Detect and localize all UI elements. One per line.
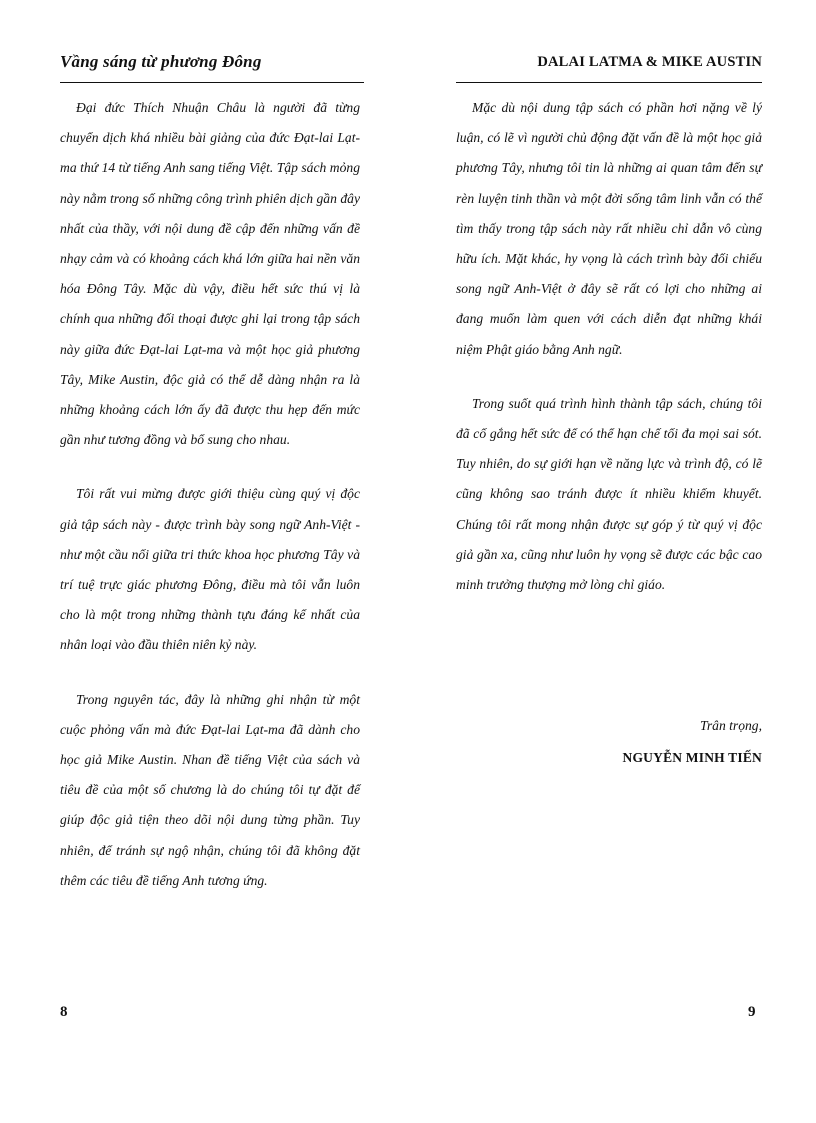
right-page — [408, 0, 816, 1123]
paragraph: Trong nguyên tác, đây là những ghi nhận từ một cuộc phỏng vấn mà đức Đạt-lai Lạt-ma đã dành cho học giả Mike Austin. Nhan đề tiếng Việt của sách và tiêu đề của một số chương là do chúng tôi tự đặt để giúp độc giả tiện theo dõi nội dung từng phần. Tuy nhiên, để tránh sự ngộ nhận, chúng tôi đã không đặt thêm các tiêu đề tiếng Anh tương ứng. — [60, 691, 360, 888]
page-number-right: 9 — [748, 1004, 756, 1020]
paragraph: Đại đức Thích Nhuận Châu là người đã từng chuyển dịch khá nhiều bài giảng của đức Đạt-lai Lạt-ma thứ 14 từ tiếng Anh sang tiếng Việt. Tập sách mỏng này nằm trong số những công trình phiên dịch gần đây nhất của thầy, với nội dung đề cập đến những vấn đề nhạy cảm và có khoảng cách khá lớn giữa hai nền văn hóa Đông Tây. Mặc dù vậy, điều hết sức thú vị là chính qua những đối thoại được ghi lại trong tập sách này giữa đức Đạt-lai Lạt-ma và một học giả phương Tây, Mike Austin, độc giả có thể dễ dàng nhận ra là những khoảng cách lớn ấy đã được thu hẹp đến mức gần như tương đồng và bổ sung cho nhau. — [60, 100, 360, 448]
paragraph: Mặc dù nội dung tập sách có phần hơi nặng về lý luận, có lẽ vì người chủ động đặt vấn đề là một học giả phương Tây, nhưng tôi tin là những ai quan tâm đến sự rèn luyện tinh thần và một đời sống tâm linh vẫn có thể tìm thấy trong tập sách này rất nhiều chỉ dẫn vô cùng hữu ích. Mặt khác, hy vọng là cách trình bày đối chiếu song ngữ Anh-Việt ở đây sẽ rất có lợi cho những ai đang muốn làm quen với cách diễn đạt những khái niệm Phật giáo bằng Anh ngữ. — [456, 100, 762, 357]
book-title: Vầng sáng từ phương Đông — [60, 52, 262, 71]
running-header-left — [60, 52, 364, 83]
page-number-left: 8 — [60, 1004, 68, 1020]
right-page-body — [456, 93, 762, 624]
closing-salutation: Trân trọng, — [700, 718, 762, 733]
signature: NGUYỄN MINH TIẾN — [622, 750, 762, 765]
closing-block — [623, 718, 762, 766]
running-header-right — [456, 52, 762, 83]
book-authors: DALAI LATMA & MIKE AUSTIN — [537, 54, 762, 70]
paragraph: Tôi rất vui mừng được giới thiệu cùng quý vị độc giả tập sách này - được trình bày song ngữ Anh-Việt - như một cầu nối giữa tri thức khoa học phương Tây và trí tuệ trực giác phương Đông, điều mà tôi vẫn luôn cho là một trong những thành tựu đáng kể nhất của nhân loại vào đầu thiên niên kỷ này. — [60, 486, 360, 653]
paragraph: Trong suốt quá trình hình thành tập sách, chúng tôi đã cố gắng hết sức để có thể hạn chế tối đa mọi sai sót. Tuy nhiên, do sự giới hạn về năng lực và trình độ, có lẽ cũng không sao tránh được ít nhiều khiếm khuyết. Chúng tôi rất mong nhận được sự góp ý từ quý vị độc giả gần xa, cũng như luôn hy vọng sẽ được các bậc cao minh trưởng thượng mở lòng chỉ giáo. — [456, 395, 762, 593]
left-page-body — [60, 93, 360, 920]
